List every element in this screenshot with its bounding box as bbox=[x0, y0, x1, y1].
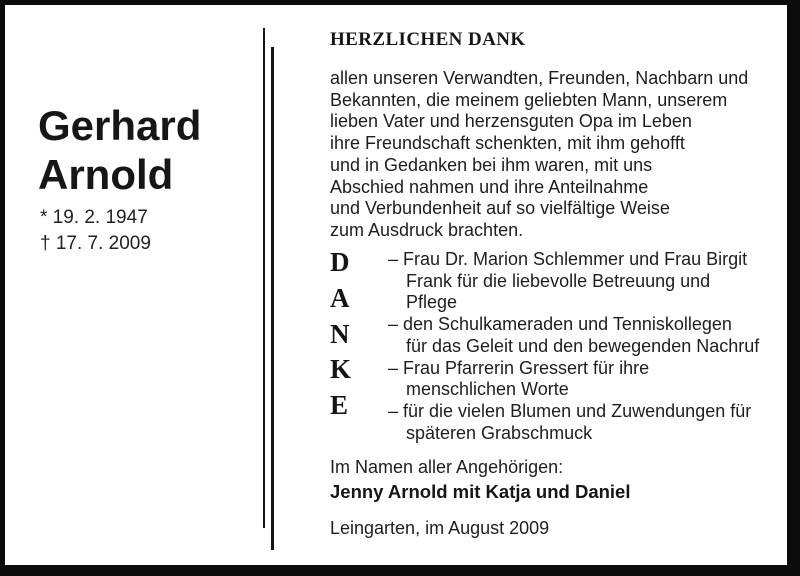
death-date: † 17. 7. 2009 bbox=[40, 232, 151, 254]
danke-letter-k: K bbox=[330, 354, 352, 385]
intro-line: lieben Vater und herzensguten Opa im Leben bbox=[330, 111, 692, 132]
deceased-first-name: Gerhard bbox=[38, 102, 202, 149]
deceased-last-name: Arnold bbox=[38, 151, 174, 198]
closing-family-signature: Jenny Arnold mit Katja und Daniel bbox=[330, 481, 631, 502]
thanks-item bbox=[388, 358, 759, 401]
thanks-items-list bbox=[388, 249, 759, 444]
heading-herzlichen-dank: HERZLICHEN DANK bbox=[330, 29, 526, 50]
thanks-item-line: menschlichen Worte bbox=[406, 379, 569, 400]
thanks-section bbox=[330, 249, 759, 444]
thanks-item bbox=[388, 314, 759, 357]
birth-date: * 19. 2. 1947 bbox=[40, 207, 148, 228]
intro-line: und in Gedanken bei ihm waren, mit uns bbox=[330, 154, 653, 175]
thanks-item-line: – für die vielen Blumen und Zuwendungen für bbox=[388, 400, 752, 421]
thanks-item-line: – Frau Dr. Marion Schlemmer und Frau Birgit bbox=[388, 249, 748, 269]
danke-letter-n: N bbox=[330, 318, 350, 349]
thanks-item-line: Pflege bbox=[406, 292, 458, 313]
thanks-item-line: für das Geleit und den bewegenden Nachruf bbox=[406, 335, 760, 356]
thanks-item-line: Frank für die liebevolle Betreuung und bbox=[406, 270, 711, 291]
danke-letter-d: D bbox=[330, 247, 350, 277]
vertical-divider-line-1 bbox=[263, 28, 265, 528]
danke-acrostic bbox=[330, 249, 388, 419]
thanks-item-line: – Frau Pfarrerin Gressert für ihre bbox=[388, 357, 650, 378]
intro-line: ihre Freundschaft schenkten, mit ihm gehofft bbox=[330, 133, 685, 154]
closing-in-name-of: Im Namen aller Angehörigen: bbox=[330, 457, 564, 477]
danke-letter-e: E bbox=[330, 390, 349, 420]
thanks-item bbox=[388, 401, 759, 444]
danke-letter-a: A bbox=[330, 282, 350, 313]
intro-line: und Verbundenheit auf so vielfältige Weise bbox=[330, 198, 670, 219]
intro-line: Abschied nahmen und ihre Anteilnahme bbox=[330, 176, 649, 197]
intro-paragraph bbox=[330, 68, 775, 242]
thanks-item-line: – den Schulkameraden und Tenniskollegen bbox=[388, 314, 732, 335]
intro-line: Bekannten, die meinem geliebten Mann, unserem bbox=[330, 89, 728, 110]
vertical-divider-line-2 bbox=[271, 47, 274, 550]
deceased-name-block bbox=[38, 101, 201, 199]
thanks-item bbox=[388, 249, 759, 314]
intro-line: zum Ausdruck brachten. bbox=[330, 219, 524, 240]
intro-line: allen unseren Verwandten, Freunden, Nachbarn und bbox=[330, 68, 749, 88]
obituary-notice-card bbox=[5, 5, 787, 565]
closing-place-date: Leingarten, im August 2009 bbox=[330, 518, 550, 538]
thanks-item-line: späteren Grabschmuck bbox=[406, 422, 593, 443]
life-dates-block bbox=[40, 205, 151, 256]
